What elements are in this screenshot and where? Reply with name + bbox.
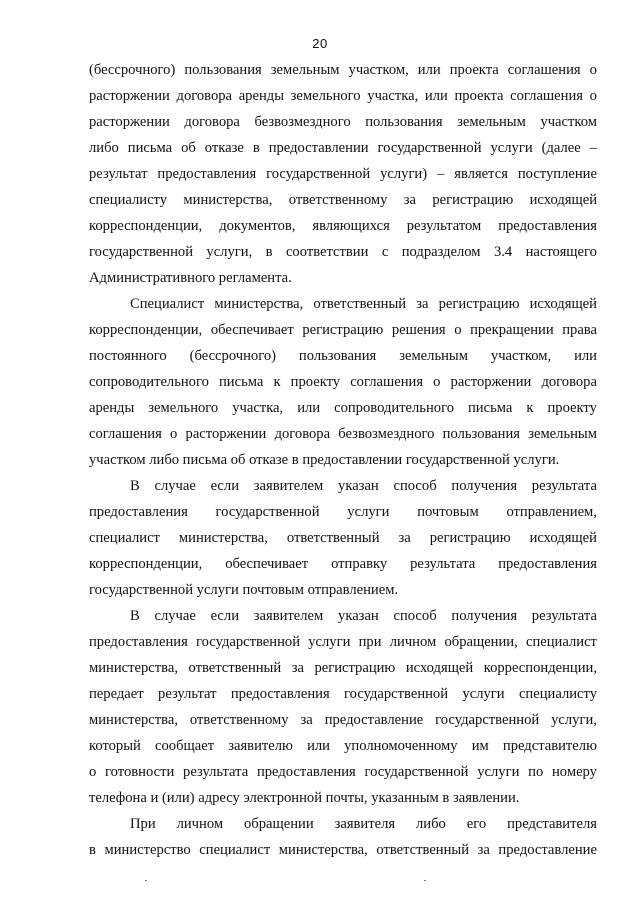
text-line [89, 811, 597, 837]
word: или [417, 62, 441, 78]
word: исходящей [405, 660, 474, 676]
word: министерства, [214, 296, 304, 312]
word: за [398, 530, 411, 546]
word: получения [451, 478, 518, 494]
word: государственной [377, 140, 482, 156]
word: расторжении [89, 114, 170, 130]
word: земельным [528, 426, 597, 442]
word: представителя [507, 816, 597, 832]
word: предоставления [89, 504, 188, 520]
word: о [589, 88, 597, 104]
word: ответственный [286, 530, 380, 546]
text-line [89, 785, 597, 811]
word: услуги, [206, 244, 253, 260]
word: исходящей [529, 296, 597, 312]
word: о [589, 62, 597, 78]
word: участком, [348, 62, 409, 78]
word: корреспонденции, [89, 556, 203, 572]
word: услуги [490, 140, 533, 156]
word: предоставлении [268, 140, 369, 156]
word: регистрацию [429, 530, 511, 546]
word: безвозмездного [254, 114, 351, 130]
word: или [424, 88, 448, 104]
word: В [130, 478, 140, 494]
word: результат [89, 166, 148, 182]
word: отправку [331, 556, 388, 572]
word: за [403, 192, 416, 208]
word: расторжении [450, 374, 532, 390]
word: услуги [308, 634, 351, 650]
word: (бессрочного) [189, 348, 276, 364]
word: соглашения [507, 62, 581, 78]
word: участка, [367, 88, 419, 104]
word: – [589, 140, 597, 156]
word: о [433, 374, 441, 390]
word: соглашения [350, 374, 424, 390]
text-line [89, 265, 597, 291]
word: ответственному [288, 192, 388, 208]
word: или [297, 400, 321, 416]
word: случае [154, 478, 196, 494]
word: его [466, 816, 487, 832]
word: за [291, 660, 304, 676]
word: обращении [244, 816, 314, 832]
word: заявителем [253, 478, 324, 494]
word: государственной [89, 244, 194, 260]
text-line [89, 577, 597, 603]
word: о [89, 764, 97, 780]
text-line [89, 395, 597, 421]
word: расторжении [185, 426, 267, 442]
word: сопроводительного [334, 400, 454, 416]
word: министерства, [278, 842, 368, 858]
word: услуги [477, 764, 520, 780]
word: исходящей [529, 192, 597, 208]
word: министерства, [178, 530, 268, 546]
word: документов, [219, 218, 296, 234]
word: отправлением, [506, 504, 597, 520]
word: обращении, [444, 634, 518, 650]
word: предоставление [324, 712, 424, 728]
word: способ [393, 478, 437, 494]
word: регистрацию [314, 660, 396, 676]
text-line [89, 525, 597, 551]
word: регистрацию [432, 192, 514, 208]
word: Специалист [130, 296, 205, 312]
word: аренды [89, 400, 135, 416]
word: заявителя [334, 816, 396, 832]
word: специалист [199, 842, 271, 858]
word: земельного [290, 88, 361, 104]
word: случае [154, 608, 196, 624]
word: проекта [454, 88, 504, 104]
word: являющихся [312, 218, 390, 234]
word: договора [541, 374, 597, 390]
word: государственной [196, 634, 301, 650]
text-line [89, 629, 597, 655]
word: государственной [435, 712, 540, 728]
word: специалист [89, 530, 160, 546]
word: если [210, 478, 240, 494]
word: проекта [449, 62, 499, 78]
word: предоставления [230, 686, 330, 702]
word: соглашения [89, 426, 162, 442]
word: соответствии [285, 244, 369, 260]
word: сопроводительного [89, 374, 209, 390]
word: представителю [502, 738, 597, 754]
word: результат [158, 686, 217, 702]
word: государственной [215, 504, 320, 520]
word: права [562, 322, 597, 338]
page-number: 20 [312, 36, 328, 51]
word: предоставления [498, 218, 597, 234]
word: пользования [184, 62, 262, 78]
word: аренды [238, 88, 284, 104]
word: за [300, 712, 313, 728]
word: министерства, [183, 192, 273, 208]
word: государственной [344, 686, 449, 702]
text-line [89, 551, 597, 577]
word: результата [410, 556, 476, 572]
text-line [89, 733, 597, 759]
word: ответственный [313, 296, 407, 312]
word: поступление [517, 166, 597, 182]
word: министерство [104, 842, 191, 858]
word: к [273, 374, 281, 390]
word: расторжении [89, 88, 170, 104]
word: специалисту [89, 192, 168, 208]
document-body [89, 57, 597, 863]
word: результата [531, 608, 597, 624]
word: к [526, 400, 534, 416]
word: пользования [298, 348, 377, 364]
word: за [477, 842, 490, 858]
word: министерства, [89, 712, 178, 728]
word: подразделом [401, 244, 481, 260]
word: готовности [105, 764, 175, 780]
word: предоставления [498, 556, 597, 572]
word: 3.4 [493, 244, 513, 260]
word: с [381, 244, 389, 260]
word: указан [338, 478, 379, 494]
word: или [307, 738, 330, 754]
word: передает [89, 686, 144, 702]
word: обеспечивает [210, 322, 294, 338]
word: настоящего [525, 244, 597, 260]
word: договора [184, 114, 240, 130]
word: договора [176, 88, 233, 104]
word: специалисту [518, 686, 597, 702]
word: результата [183, 764, 249, 780]
word: государственной услуги почтовым отправлением. [89, 582, 399, 598]
word: обеспечивает [225, 556, 309, 572]
word: – [437, 166, 445, 182]
word: результата [531, 478, 597, 494]
word: об [181, 140, 196, 156]
word: предоставления [157, 166, 257, 182]
word: (далее [541, 140, 581, 156]
word: им [471, 738, 489, 754]
text-line [89, 57, 597, 83]
scan-mark [424, 880, 426, 881]
word: В [130, 608, 140, 624]
word: ответственный [376, 842, 470, 858]
text-line [89, 421, 597, 447]
word: постоянного [89, 348, 167, 364]
word: соглашения [510, 88, 583, 104]
word: получения [451, 608, 518, 624]
text-line [89, 655, 597, 681]
text-line [89, 837, 597, 863]
word: который [89, 738, 141, 754]
text-line [89, 161, 597, 187]
word: специалист [525, 634, 597, 650]
word: ответственный [188, 660, 282, 676]
word: земельного [148, 400, 219, 416]
word: министерства, [89, 660, 178, 676]
word: почтовым [417, 504, 479, 520]
text-line [89, 447, 597, 473]
word: отказе [204, 140, 244, 156]
word: телефона и (или) адресу электронной почты, указанным в заявлении. [89, 790, 520, 806]
text-line [89, 135, 597, 161]
word: по [528, 764, 544, 780]
word: является [454, 166, 508, 182]
word: корреспонденции, [89, 322, 203, 338]
word: регистрацию [438, 296, 520, 312]
word: услуги, [551, 712, 597, 728]
word: исходящей [529, 530, 597, 546]
word: земельным [399, 348, 468, 364]
word: при [358, 634, 382, 650]
word: услуги) [380, 166, 428, 182]
word: государственной [266, 166, 371, 182]
word: если [210, 608, 240, 624]
word: заявителю [228, 738, 293, 754]
word: услуги [347, 504, 390, 520]
word: о [170, 426, 178, 442]
word: государственной [364, 764, 469, 780]
text-line [89, 291, 597, 317]
word: земельным [457, 114, 526, 130]
word: в [252, 140, 260, 156]
scan-mark [145, 880, 147, 881]
text-line [89, 187, 597, 213]
word: пользования [365, 114, 443, 130]
word: личном [176, 816, 224, 832]
word: указан [338, 608, 379, 624]
word: Административного регламента. [89, 270, 292, 286]
word: предоставление [498, 842, 597, 858]
word: При [130, 816, 156, 832]
text-line [89, 603, 597, 629]
word: прекращении [470, 322, 554, 338]
text-line [89, 681, 597, 707]
word: проекту [547, 400, 597, 416]
text-line [89, 499, 597, 525]
word: письма [468, 400, 513, 416]
word: корреспонденции, [89, 218, 203, 234]
word: участком, [490, 348, 552, 364]
word: договора [274, 426, 331, 442]
text-line [89, 317, 597, 343]
word: сообщает [155, 738, 215, 754]
word: пользования [442, 426, 520, 442]
word: корреспонденции, [483, 660, 597, 676]
word: в [89, 842, 96, 858]
word: номеру [552, 764, 597, 780]
word: безвозмездного [338, 426, 435, 442]
word: способ [393, 608, 437, 624]
word: письма [219, 374, 264, 390]
word: участком либо письма об отказе в предоставлении государственной услуги. [89, 452, 560, 468]
word: участка, [232, 400, 284, 416]
text-line [89, 213, 597, 239]
word: заявителем [253, 608, 324, 624]
word: письма [127, 140, 173, 156]
word: земельным [270, 62, 340, 78]
word: ответственному [189, 712, 289, 728]
text-line [89, 109, 597, 135]
word: предоставления [89, 634, 188, 650]
word: о [454, 322, 462, 338]
word: либо [416, 816, 446, 832]
text-line [89, 83, 597, 109]
word: за [416, 296, 429, 312]
text-line [89, 343, 597, 369]
text-line [89, 239, 597, 265]
word: уполномоченному [344, 738, 458, 754]
word: предоставления [256, 764, 356, 780]
word: решения [391, 322, 446, 338]
word: личном [389, 634, 437, 650]
word: (бессрочного) [89, 62, 176, 78]
word: либо [89, 140, 119, 156]
word: регистрацию [302, 322, 384, 338]
text-line [89, 369, 597, 395]
text-line [89, 759, 597, 785]
text-line [89, 707, 597, 733]
word: участком [540, 114, 597, 130]
word: проекту [290, 374, 341, 390]
word: услуги [462, 686, 505, 702]
word: в [265, 244, 273, 260]
word: или [574, 348, 597, 364]
word: результатом [406, 218, 482, 234]
text-line [89, 473, 597, 499]
